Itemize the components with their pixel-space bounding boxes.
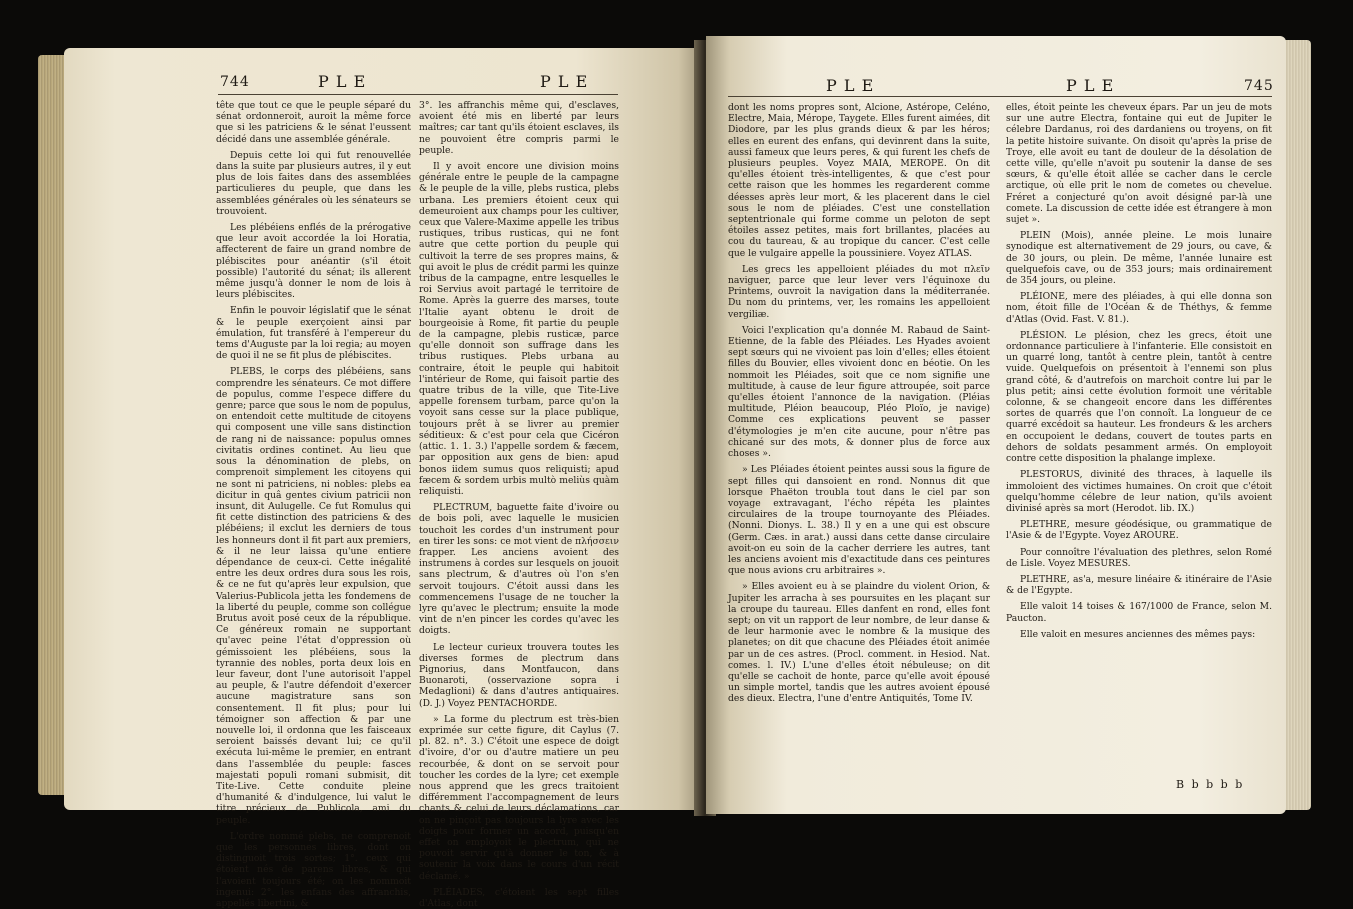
page-edges-right (1283, 40, 1311, 810)
paragraph: tête que tout ce que le peuple séparé du sénat ordonneroit, auroit la même force que si les patriciens & le sénat l'eussent décidé dans une assemblée générale. (216, 100, 411, 145)
left-running-head: P L E (318, 72, 367, 91)
paragraph: PLEIN (Mois), année pleine. Le mois lunaire synodique est alternativement de 29 jours, ou cave, & de 30 jours, ou plein. De même, l'année lunaire est quelquefois cave, ou de 353 jours; mais ordinairement de 354 jours, ou pleine. (1006, 230, 1272, 287)
paragraph: PLECTRUM, baguette faite d'ivoire ou de bois poli, avec laquelle le musicien touchoit les cordes d'un instrument pour en tirer les sons: ce mot vient de πλήσσειν frapper. Les anciens avoient des instrumens à cordes sur lesquels on jouoit sans plectrum, & d'autres où l'on s'en servoit toujours. C'étoit aussi dans les commencemens l'usage de ne toucher la lyre qu'avec le plectrum; ensuite la mode vint de n'en pincer les cordes qu'avec les doigts. (419, 502, 619, 637)
paragraph: PLÉIONE, mere des pléiades, à qui elle donna son nom, étoit fille de l'Océan & de Théthys, & femme d'Atlas (Ovid. Fast. V. 81.). (1006, 291, 1272, 325)
paragraph: elles, étoit peinte les cheveux épars. Par un jeu de mots sur une autre Electra, fontaine qui eut de Jupiter le célebre Dardanus, roi des dardaniens ou troyens, on fit la petite histoire suivante. On disoit qu'après la prise de Troye, elle avoit eu tant de douleur de la désolation de cette ville, qu'elle n'avoit pu soutenir la danse de ses sœurs, & qu'elle étoit allée se cacher dans le cercle arctique, où elle prit le nom de cometes ou chevelue. Fréret a conjecturé qu'on avoit désigné par-là une comete. La discussion de cette idée est étrangere à mon sujet ». (1006, 102, 1272, 226)
paragraph: Enfin le pouvoir législatif que le sénat & le peuple exerçoient ainsi par émulation, fut transféré à l'empereur du tems d'Auguste par la loi regia; au moyen de quoi il ne se fit plus de plébiscites. (216, 305, 411, 362)
right-center-running-head: P L E (826, 76, 875, 95)
paragraph: PLÉIADES, c'étoient les sept filles d'Atlas, dont (419, 886, 619, 909)
paragraph: Elle valoit 14 toises & 167/1000 de France, selon M. Paucton. (1006, 601, 1272, 624)
left-header-rule (218, 94, 618, 95)
paragraph: Elle valoit en mesures anciennes des mêmes pays: (1020, 628, 1256, 640)
paragraph: 3°. les affranchis même qui, d'esclaves, avoient été mis en liberté par leurs maîtres; car tant qu'ils étoient esclaves, ils ne pouvoient être compris parmi le peuple. (419, 100, 619, 156)
signature-mark: B b b b b (1176, 778, 1245, 791)
paragraph: Le lecteur curieux trouvera toutes les diverses formes de plectrum dans Pignorius, dans Montfaucon, dans Buonaroti, (osservazione sopra i Medaglioni) & dans d'autres antiquaires. (D. J.) Voyez PENTACHORDE. (419, 641, 619, 709)
left-center-running-head: P L E (540, 72, 589, 91)
paragraph: Voici l'explication qu'a donnée M. Rabaud de Saint-Etienne, de la fable des Pléiades. Les Hyades avoient sept sœurs qui ne vivoient pas loin d'elles; elles étoient filles du Bouvier, elles vivoient donc en béotie. On les nommoit les Pléiades, soit que ce nom signifie une multitude, à cause de leur figure attroupée, soit parce qu'elles étoient l'annonce de la navigation. (Pléias multitude, Pléion beaucoup, Pléo Ploïo, je navige) Comme ces explications peuvent se passer d'étymologies je m'en cite aucune, pour n'être pas chicané sur des mots, & donner plus de force aux choses ». (728, 324, 990, 460)
right-page (706, 36, 1286, 814)
paragraph: PLEBS, le corps des plébéiens, sans comprendre les sénateurs. Ce mot differe de populus, comme l'espece differe du genre; parce que sous le nom de populus, on entendoit cette multitude de citoyens qui composent une ville sans distinction de rang ni de naissance: populus omnes civitatis ordines continet. Au lieu que sous la dénomination de plebs, on comprenoit simplement les citoyens qui ne sont ni patriciens, ni nobles: plebs ea dicitur in quâ gentes civium patricii non insunt, dit Aulugelle. Ce fut Romulus qui fit cette distinction des patriciens & des plébéiens; il exclut les derniers de tous les honneurs dont il fit part aux premiers, & il ne leur laissa qu'une entiere dépendance de ceux-ci. Cette inégalité entre les deux ordres dura sous les rois, & ce ne fut qu'après leur expulsion, que Valerius-Publicola jetta les fondemens de la liberté du peuple, comme son collégue Brutus avoit posé ceux de la république. Ce généreux romain ne supportant qu'avec peine l'état d'oppression où gémissoient les plébéiens, sous la tyrannie des nobles, porta deux lois en leur faveur, dont l'une autorisoit l'appel au peuple, & l'autre défendoit d'exercer aucune magistrature sans son consentement. Il fit plus; pour lui témoigner son affection & par une nouvelle loi, il ordonna que les faisceaux seroient baissés devant lui; ce qu'il exécuta lui-même le premier, en entrant dans l'assemblée du peuple: fasces majestati populi romani submisit, dit Tite-Live. Cette conduite pleine d'humanité & d'indulgence, lui valut le titre précieux de Publicola, ami du peuple. (216, 366, 411, 826)
paragraph: PLÉSION. Le plésion, chez les grecs, étoit une ordonnance particuliere à l'infanterie. Elle consistoit en un quarré long, tantôt à centre plein, tantôt à centre vuide. Quelquefois on présentoit à l'ennemi son plus grand côté, & d'autrefois on marchoit contre lui par le plus petit; ainsi cette évolution formoit une véritable colonne, & se changeoit encore dans les différentes sortes de quarrés que l'on connoît. La longueur de ce quarré excédoit sa hauteur. Les frondeurs & les archers en occupoient le dedans, couvert de toutes parts en dehors de soldats pesamment armés. On employoit contre cette disposition la phalange implexe. (1006, 329, 1272, 465)
left-page-number: 744 (220, 74, 250, 90)
left-column-2 (419, 100, 619, 909)
paragraph: » La forme du plectrum est très-bien exprimée sur cette figure, dit Caylus (7. pl. 82. n°. 3.) C'étoit une espece de doigt d'ivoire, d'or ou d'autre matiere un peu recourbée, & dont on se servoit pour toucher les cordes de la lyre; cet exemple nous apprend que les grecs traitoient différemment l'accompagnement de leurs chants & celui de leurs déclamations, car on ne pinçoit pas toujours la lyre avec les doigts pour former un accord, puisqu'en effet on employoit le plectrum, qui ne pouvoit servir qu'à donner le ton, & à soutenir la voix dans le cours d'un récit déclamé. » (419, 713, 619, 882)
paragraph: Il y avoit encore une division moins générale entre le peuple de la campagne & le peuple de la ville, plebs rustica, plebs urbana. Les premiers étoient ceux qui demeuroient aux champs pour les cultiver, ceux que Valere-Maxime appelle les tribus rustiques, tribus rusticas, qui ne font autre que cette portion du peuple qui cultivoit la terre de ses propres mains, & qui avoit le plus de crédit parmi les quinze tribus de la campagne, entre lesquelles le roi Servius avoit partagé le territoire de Rome. Après la guerre des marses, toute l'Italie ayant obtenu le droit de bourgeoisie à Rome, fit partie du peuple de la campagne, plebis rusticæ, parce qu'elle donnoit son suffrage dans les tribus rustiques. Plebs urbana au contraire, étoit le peuple qui habitoit l'intérieur de Rome, qui faisoit partie des quatre tribus de la ville, que Tite-Live appelle forensem turbam, parce qu'on la voyoit sans cesse sur la place publique, toujours prêt à se livrer au premier séditieux: & c'est pour cela que Cicéron (attic. 1. 1. 3.) l'appelle sordem & fæcem, par opposition aux gens de bien: apud bonos iidem sumus quos reliquisti; apud fæcem & sordem urbis multò meliùs quàm reliquisti. (419, 161, 619, 497)
left-column-1 (216, 100, 411, 909)
paragraph: dont les noms propres sont, Alcione, Astérope, Celéno, Electre, Maia, Mérope, Taygete. Elles furent aimées, dit Diodore, par les plus grands dieux & par les héros; elles en eurent des enfans, qui devinrent dans la suite, aussi fameux que leurs peres, & qui furent les chefs de plusieurs peuples. Voyez MAIA, MEROPE. On dit qu'elles étoient très-intelligentes, & que c'est pour cette raison que les hommes les regarderent comme déesses après leur mort, & les placerent dans le ciel sous le nom de pléiades. C'est une constellation septentrionale qui forme comme un peloton de sept étoiles assez petites, mais fort brillantes, placées au cou du taureau, & au tropique du cancer. C'est celle que le vulgaire appelle la poussiniere. Voyez ATLAS. (728, 102, 990, 259)
paragraph: Les plébéiens enflés de la prérogative que leur avoit accordée la loi Horatia, affecterent de faire un grand nombre de plébiscites pour anéantir (s'il étoit possible) l'autorité du sénat; ils allerent même jusqu'à donner le nom de lois à leurs plébiscites. (216, 222, 411, 301)
right-column-1 (728, 102, 990, 798)
right-header-rule (728, 96, 1272, 97)
left-page (64, 48, 704, 909)
paragraph: » Elles avoient eu à se plaindre du violent Orion, & Jupiter les arracha à ses poursuites en les plaçant sur la croupe du taureau. Elles danfent en rond, elles font sept; on vit un rapport de leur nombre, de leur danse & de leur harmonie avec le nombre & la musique des planetes; on dit que chacune des Pléiades étoit animée par un de ces astres. (Procl. comment. in Hesiod. Nat. comes. l. IV.) L'une d'elles étoit nébuleuse; on dit qu'elle se cachoit de honte, parce qu'elle avoit épousé un simple mortel, tandis que les autres avoient épousé des dieux. Electra, l'une d'entre Antiquités, Tome IV. (728, 581, 990, 705)
right-column-2 (1006, 102, 1272, 762)
paragraph: PLESTORUS, divinité des thraces, à laquelle ils immoloient des victimes humaines. On croit que c'étoit quelqu'homme célebre de leur nation, qu'ils avoient divinisé après sa mort (Herodot. lib. IX.) (1006, 469, 1272, 514)
paragraph: PLETHRE, as'a, mesure linéaire & itinéraire de l'Asie & de l'Egypte. (1006, 573, 1272, 597)
paragraph: Depuis cette loi qui fut renouvellée dans la suite par plusieurs autres, il y eut plus de lois faites dans des assemblées particulieres du peuple, que dans les assemblées générales où les sénateurs se trouvoient. (216, 149, 411, 217)
paragraph: L'ordre nommé plebs, ne comprenoit que les personnes libres, dont on distinguoit trois sortes; 1°. ceux qui étoient nés de parens libres, & qui l'avoient toujours été; on les nommoit ingenui: 2°. les enfans des affranchis, appellés libertini, & (216, 830, 411, 909)
right-page-number: 745 (1244, 78, 1274, 94)
right-running-head: P L E (1066, 76, 1115, 95)
paragraph: » Les Pléiades étoient peintes aussi sous la figure de sept filles qui dansoient en rond. Nonnus dit que lorsque Phaëton troubla tout dans le ciel par son voyage extravagant, l'écho répéta les plaintes circulaires de la troupe tournoyante des Pléiades. (Nonni. Dionys. L. 38.) Il y en a une qui est obscure (Germ. Cæs. in arat.) aussi dans cette danse circulaire avoit-on eu soin de la cacher derriere les autres, tant les anciens avoient mis d'exactitude dans ces peintures que nous avions cru arbitraires ». (728, 464, 990, 577)
paragraph: PLETHRE, mesure géodésique, ou grammatique de l'Asie & de l'Egypte. Voyez AROURE. (1006, 519, 1272, 542)
paragraph: Les grecs les appelloient pléiades du mot πλεῖν naviguer, parce que leur lever vers l'équinoxe du Printems, ouvroit la navigation dans la méditerranée. Du nom du printems, ver, les romains les appelloient vergiliæ. (728, 263, 990, 320)
paragraph: Pour connoître l'évaluation des plethres, selon Romé de Lisle. Voyez MESURES. (1006, 546, 1272, 569)
